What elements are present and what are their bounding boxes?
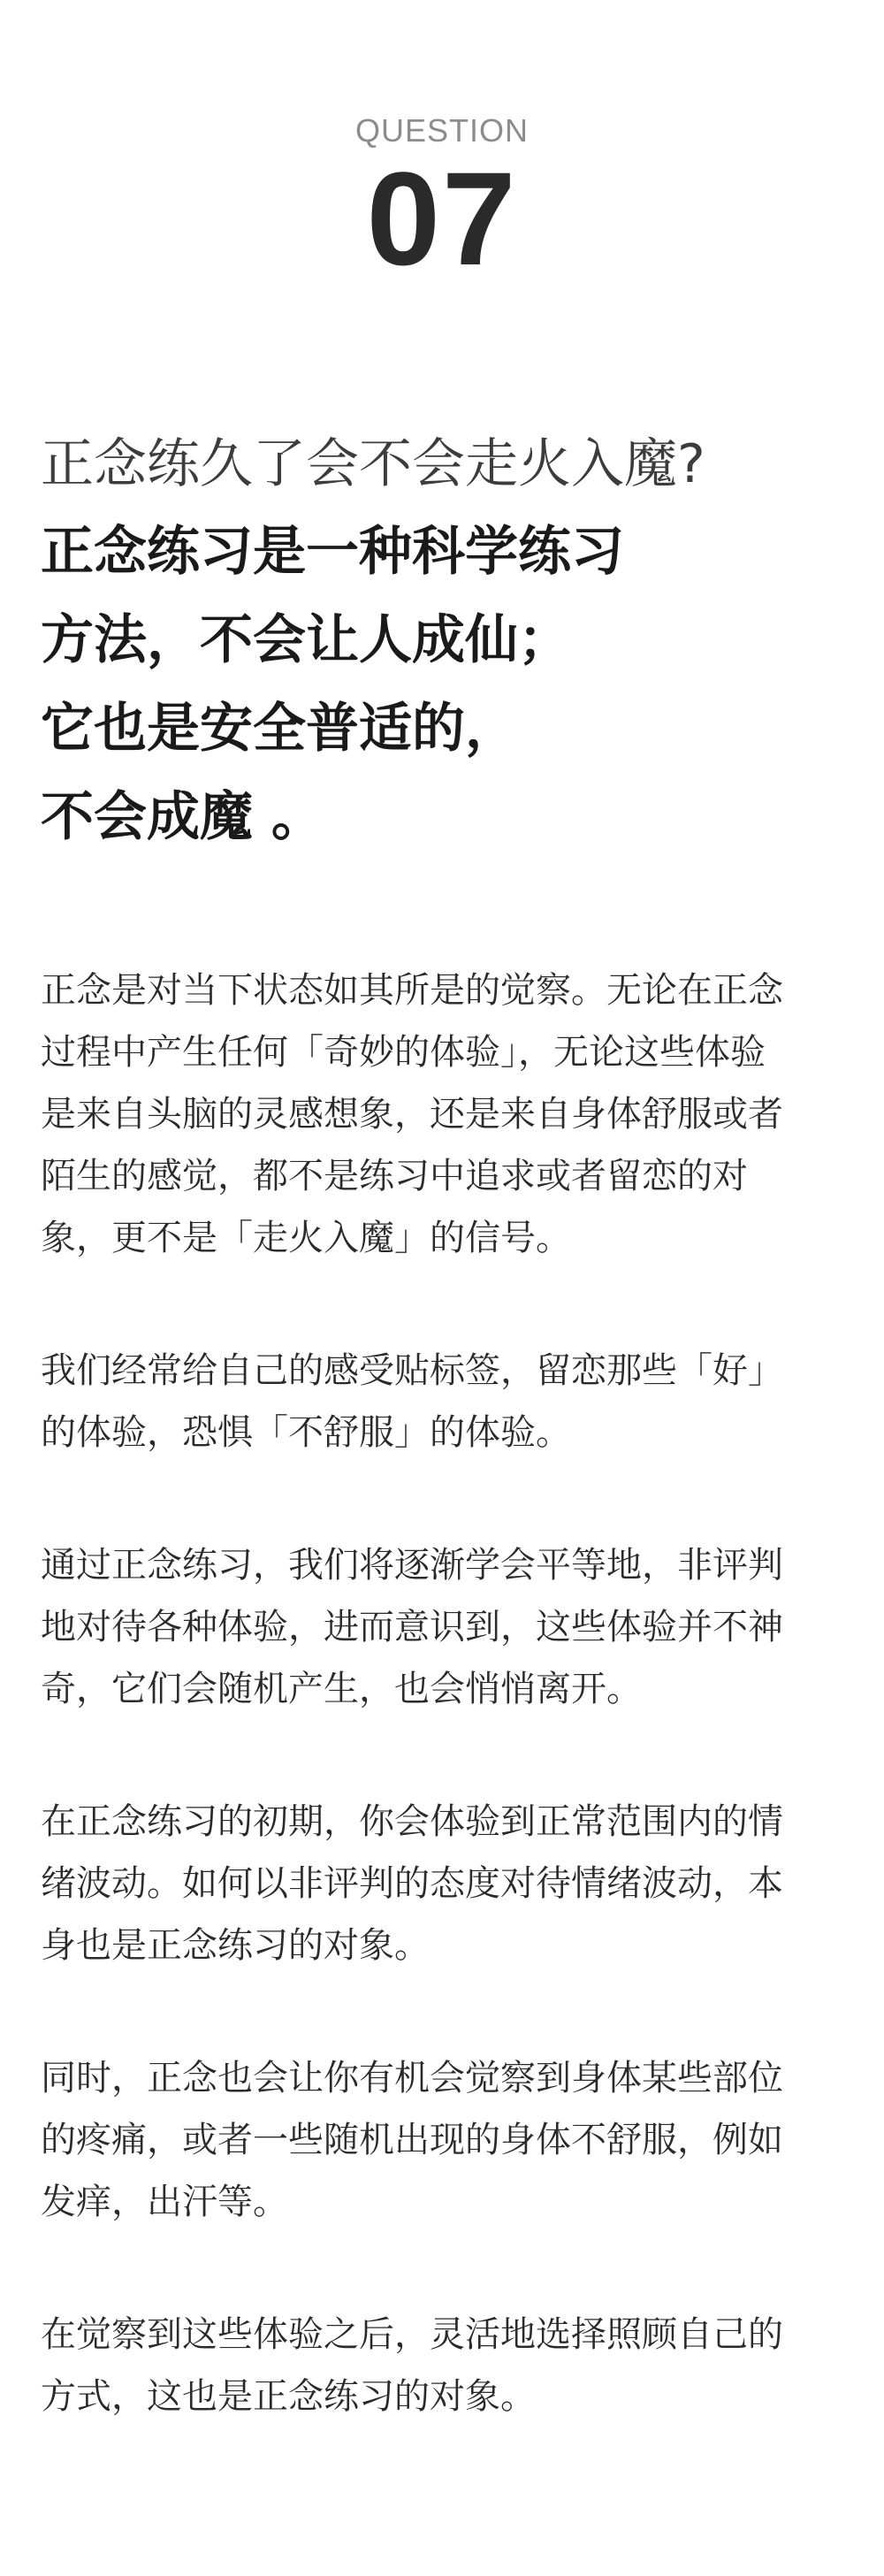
paragraph-line: 的体验，恐惧「不舒服」的体验。	[41, 1412, 571, 1453]
answer-headline	[41, 508, 854, 861]
paragraph-line: 身也是正念练习的对象。	[41, 1925, 430, 1966]
paragraph-line: 地对待各种体验，进而意识到，这些体验并不神	[41, 1607, 783, 1647]
paragraph	[41, 959, 854, 1269]
paragraph-line: 过程中产生任何「奇妙的体验」，无论这些体验	[41, 1032, 766, 1073]
paragraph-line: 在觉察到这些体验之后，灵活地选择照顾自己的	[41, 2314, 783, 2355]
paragraph	[41, 1791, 854, 1976]
paragraph-line: 发痒，出汗等。	[41, 2182, 288, 2222]
paragraph-line: 我们经常给自己的感受贴标签，留恋那些「好」	[41, 1350, 783, 1391]
paragraph-line: 象，更不是「走火入魔」的信号。	[41, 1218, 571, 1258]
article-body	[41, 959, 854, 2498]
paragraph-line: 正念是对当下状态如其所是的觉察。无论在正念	[41, 970, 783, 1011]
paragraph-line: 陌生的感觉，都不是练习中追求或者留恋的对	[41, 1156, 748, 1196]
question-number: 07	[366, 144, 518, 293]
paragraph-line: 绪波动。如何以非评判的态度对待情绪波动，本	[41, 1863, 783, 1904]
paragraph	[41, 2304, 854, 2427]
paragraph-line: 通过正念练习，我们将逐渐学会平等地，非评判	[41, 1545, 783, 1586]
paragraph	[41, 1534, 854, 1720]
question-label: QUESTION	[354, 112, 529, 149]
paragraph-line: 同时，正念也会让你有机会觉察到身体某些部位	[41, 2058, 783, 2098]
paragraph-line: 的疼痛，或者一些随机出现的身体不舒服，例如	[41, 2120, 783, 2160]
answer-line: 不会成魔 。	[41, 786, 324, 848]
answer-line: 正念练习是一种科学练习	[41, 521, 624, 583]
paragraph	[41, 1340, 854, 1464]
paragraph-line: 方式，这也是正念练习的对象。	[41, 2376, 536, 2417]
paragraph-line: 奇，它们会随机产生，也会悄悄离开。	[41, 1669, 642, 1709]
paragraph-line: 是来自头脑的灵感想象，还是来自身体舒服或者	[41, 1094, 783, 1135]
paragraph-line: 在正念练习的初期，你会体验到正常范围内的情	[41, 1801, 783, 1842]
question-title: 正念练久了会不会走火入魔?	[41, 433, 705, 495]
paragraph	[41, 2047, 854, 2233]
answer-line: 方法，不会让人成仙；	[41, 609, 571, 671]
answer-line: 它也是安全普适的，	[41, 698, 518, 760]
